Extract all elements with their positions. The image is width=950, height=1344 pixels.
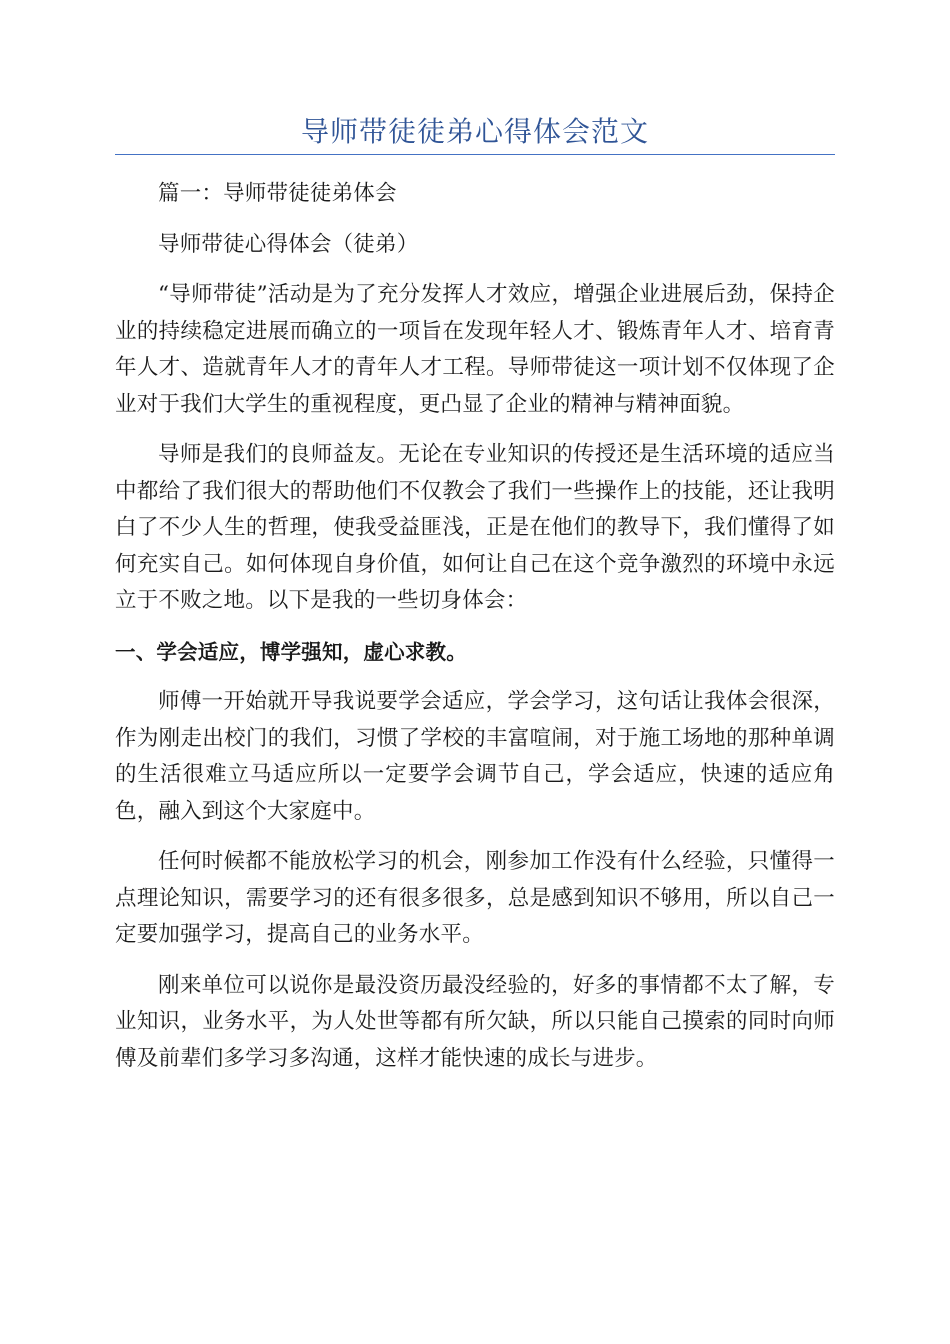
title-underline [115, 154, 835, 155]
document-body [115, 176, 835, 1091]
subtitle-section: 导师带徒心得体会（徒弟） [158, 231, 419, 257]
section-heading: 一、学会适应，博学强知，虚心求教。 [115, 639, 467, 664]
body-paragraph: 导师是我们的良师益友。无论在专业知识的传授还是生活环境的适应当中都给了我们很大的帮助他们不仅教会了我们一些操作上的技能，还让我明白了不少人生的哲理，使我受益匪浅，正是在他们的教导下，我们懂得了如何充实自己。如何体现自身价值，如何让自己在这个竞争激烈的环境中永远立于不败之地。以下是我的一些切身体会： [115, 442, 835, 613]
body-paragraph: “导师带徒”活动是为了充分发挥人才效应，增强企业进展后劲，保持企业的持续稳定进展而确立的一项旨在发现年轻人才、锻炼青年人才、培育青年人才、造就青年人才的青年人才工程。导师带徒这一项计划不仅体现了企业对于我们大学生的重视程度，更凸显了企业的精神与精神面貌。 [115, 282, 835, 417]
body-paragraph: 刚来单位可以说你是最没资历最没经验的，好多的事情都不太了解，专业知识，业务水平，为人处世等都有所欠缺，所以只能自己摸索的同时向师傅及前辈们多学习多沟通，这样才能快速的成长与进步。 [115, 972, 835, 1071]
document-title: 导师带徒徒弟心得体会范文 [300, 115, 649, 148]
body-paragraph: 师傅一开始就开导我说要学会适应，学会学习，这句话让我体会很深，作为刚走出校门的我们，习惯了学校的丰富喧闹，对于施工场地的那种单调的生活很难立马适应所以一定要学会调节自己，学会适应，快速的适应角色，融入到这个大家庭中。 [115, 689, 835, 824]
subtitle-part-one: 篇一：导师带徒徒弟体会 [158, 181, 397, 206]
body-paragraph: 任何时候都不能放松学习的机会，刚参加工作没有什么经验，只懂得一点理论知识，需要学习的还有很多很多，总是感到知识不够用，所以自己一定要加强学习，提高自己的业务水平。 [115, 849, 835, 947]
